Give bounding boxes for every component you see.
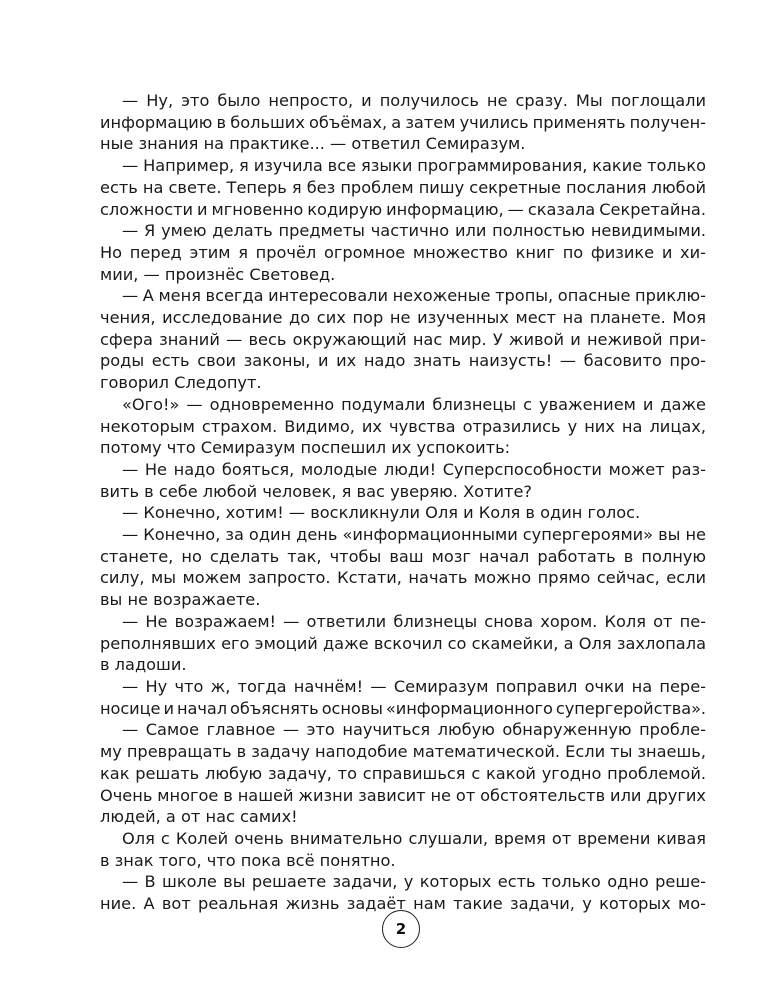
text-line-content: Но перед этим я прочёл огромное множество книг по физике и хи- xyxy=(100,242,706,262)
text-line xyxy=(100,416,706,438)
text-line xyxy=(100,589,706,611)
text-line xyxy=(100,372,706,394)
text-line-content: носице и начал объяснять основы «информационного супергеройства». xyxy=(100,698,706,718)
text-line xyxy=(100,828,706,850)
text-line xyxy=(100,285,706,307)
text-line-content: вы не возражаете. xyxy=(100,590,261,610)
text-line xyxy=(100,264,706,286)
text-line-content: му превращать в задачу наподобие математической. Если ты знаешь, xyxy=(100,742,706,762)
text-line xyxy=(100,698,706,720)
text-line xyxy=(100,806,706,828)
text-line-content: — В школе вы решаете задачи, у которых есть только одно реше- xyxy=(122,872,706,892)
text-line-content: — Не надо бояться, молодые люди! Суперспособности может раз- xyxy=(122,459,707,479)
text-line xyxy=(100,177,706,199)
text-line xyxy=(100,90,706,112)
text-line-content: станете, но сделать так, чтобы ваш мозг начал работать в полную xyxy=(100,546,706,566)
text-line-content: потому что Семиразум поспешил их успокоить: xyxy=(100,438,511,458)
text-line xyxy=(100,871,706,893)
text-line xyxy=(100,112,706,134)
text-line-content: — Конечно, хотим! — воскликнули Оля и Коля в один голос. xyxy=(122,503,641,523)
text-line xyxy=(100,611,706,633)
text-line xyxy=(100,741,706,763)
text-line-content: сфера знаний — весь окружающий нас мир. У живой и неживой при- xyxy=(100,329,706,349)
text-line xyxy=(100,633,706,655)
text-line-content: — Конечно, за один день «информационными супергероями» вы не xyxy=(122,525,706,545)
text-line xyxy=(100,459,706,481)
text-line xyxy=(100,394,706,416)
text-line xyxy=(100,242,706,264)
text-line-content: «Ого!» — одновременно подумали близнецы с уважением и даже xyxy=(122,394,706,414)
page-number xyxy=(382,910,420,948)
text-line-content: — Ну, это было непросто, и получилось не сразу. Мы поглощали xyxy=(122,91,706,110)
text-line xyxy=(100,199,706,221)
text-line-content: некоторым страхом. Видимо, их чувства отразились у них на лицах, xyxy=(100,416,706,436)
body-text xyxy=(100,90,706,915)
text-line-content: — Я умею делать предметы частично или полностью невидимыми. xyxy=(122,221,707,241)
text-line xyxy=(100,785,706,807)
text-line xyxy=(100,719,706,741)
text-line-content: силу, мы можем запросто. Кстати, начать можно прямо сейчас, если xyxy=(100,568,706,588)
text-line xyxy=(100,763,706,785)
text-line-content: ные знания на практике... — ответил Семиразум. xyxy=(100,134,526,154)
text-line-content: реполнявших его эмоций даже вскочил со скамейки, а Оля захлопала xyxy=(100,633,706,653)
text-line xyxy=(100,220,706,242)
text-line-content: в ладоши. xyxy=(100,655,187,675)
text-line xyxy=(100,307,706,329)
text-line xyxy=(100,481,706,503)
text-line xyxy=(100,437,706,459)
text-line-content: информацию в больших объёмах, а затем учились применять получен- xyxy=(100,112,707,132)
text-line xyxy=(100,155,706,177)
text-line-content: — Например, я изучила все языки программирования, какие только xyxy=(122,156,706,176)
text-line-content: как решать любую задачу, то справишься с какой угодно проблемой. xyxy=(100,763,707,783)
text-line xyxy=(100,676,706,698)
text-line xyxy=(100,850,706,872)
text-line-content: — Самое главное — это научиться любую обнаруженную пробле- xyxy=(122,720,706,740)
text-line-content: в знак того, что пока всё понятно. xyxy=(100,850,396,870)
text-line-content: — Не возражаем! — ответили близнецы снова хором. Коля от пе- xyxy=(122,611,706,631)
text-line xyxy=(100,329,706,351)
text-line xyxy=(100,133,706,155)
text-line xyxy=(100,567,706,589)
text-line-content: чения, исследование до сих пор не изученных мест на планете. Моя xyxy=(100,308,706,328)
text-line-content: роды есть свои законы, и их надо знать наизусть! — басовито про- xyxy=(100,351,706,371)
text-line xyxy=(100,502,706,524)
text-line-content: Очень многое в нашей жизни зависит не от обстоятельств или других xyxy=(100,785,706,805)
text-line-content: — Ну что ж, тогда начнём! — Семиразум поправил очки на пере- xyxy=(122,676,706,696)
text-line-content: ние. А вот реальная жизнь задаёт нам такие задачи, у которых мо- xyxy=(100,894,706,914)
text-line-content: людей, а от нас самих! xyxy=(100,807,298,827)
page-number-label: 2 xyxy=(395,920,407,938)
text-line-content: сложности и мгновенно кодирую информацию, — сказала Секретайна. xyxy=(100,199,706,219)
text-line xyxy=(100,654,706,676)
text-line-content: есть на свете. Теперь я без проблем пишу секретные послания любой xyxy=(100,177,706,197)
text-line xyxy=(100,350,706,372)
text-line-content: мии, — произнёс Световед. xyxy=(100,264,336,284)
text-line-content: говорил Следопут. xyxy=(100,373,262,393)
text-line xyxy=(100,546,706,568)
text-line xyxy=(100,524,706,546)
text-line-content: Оля с Колей очень внимательно слушали, время от времени кивая xyxy=(122,828,706,848)
text-line-content: — А меня всегда интересовали нехоженые тропы, опасные приклю- xyxy=(122,286,706,306)
text-line-content: вить в себе любой человек, я вас уверяю. Хотите? xyxy=(100,481,532,501)
